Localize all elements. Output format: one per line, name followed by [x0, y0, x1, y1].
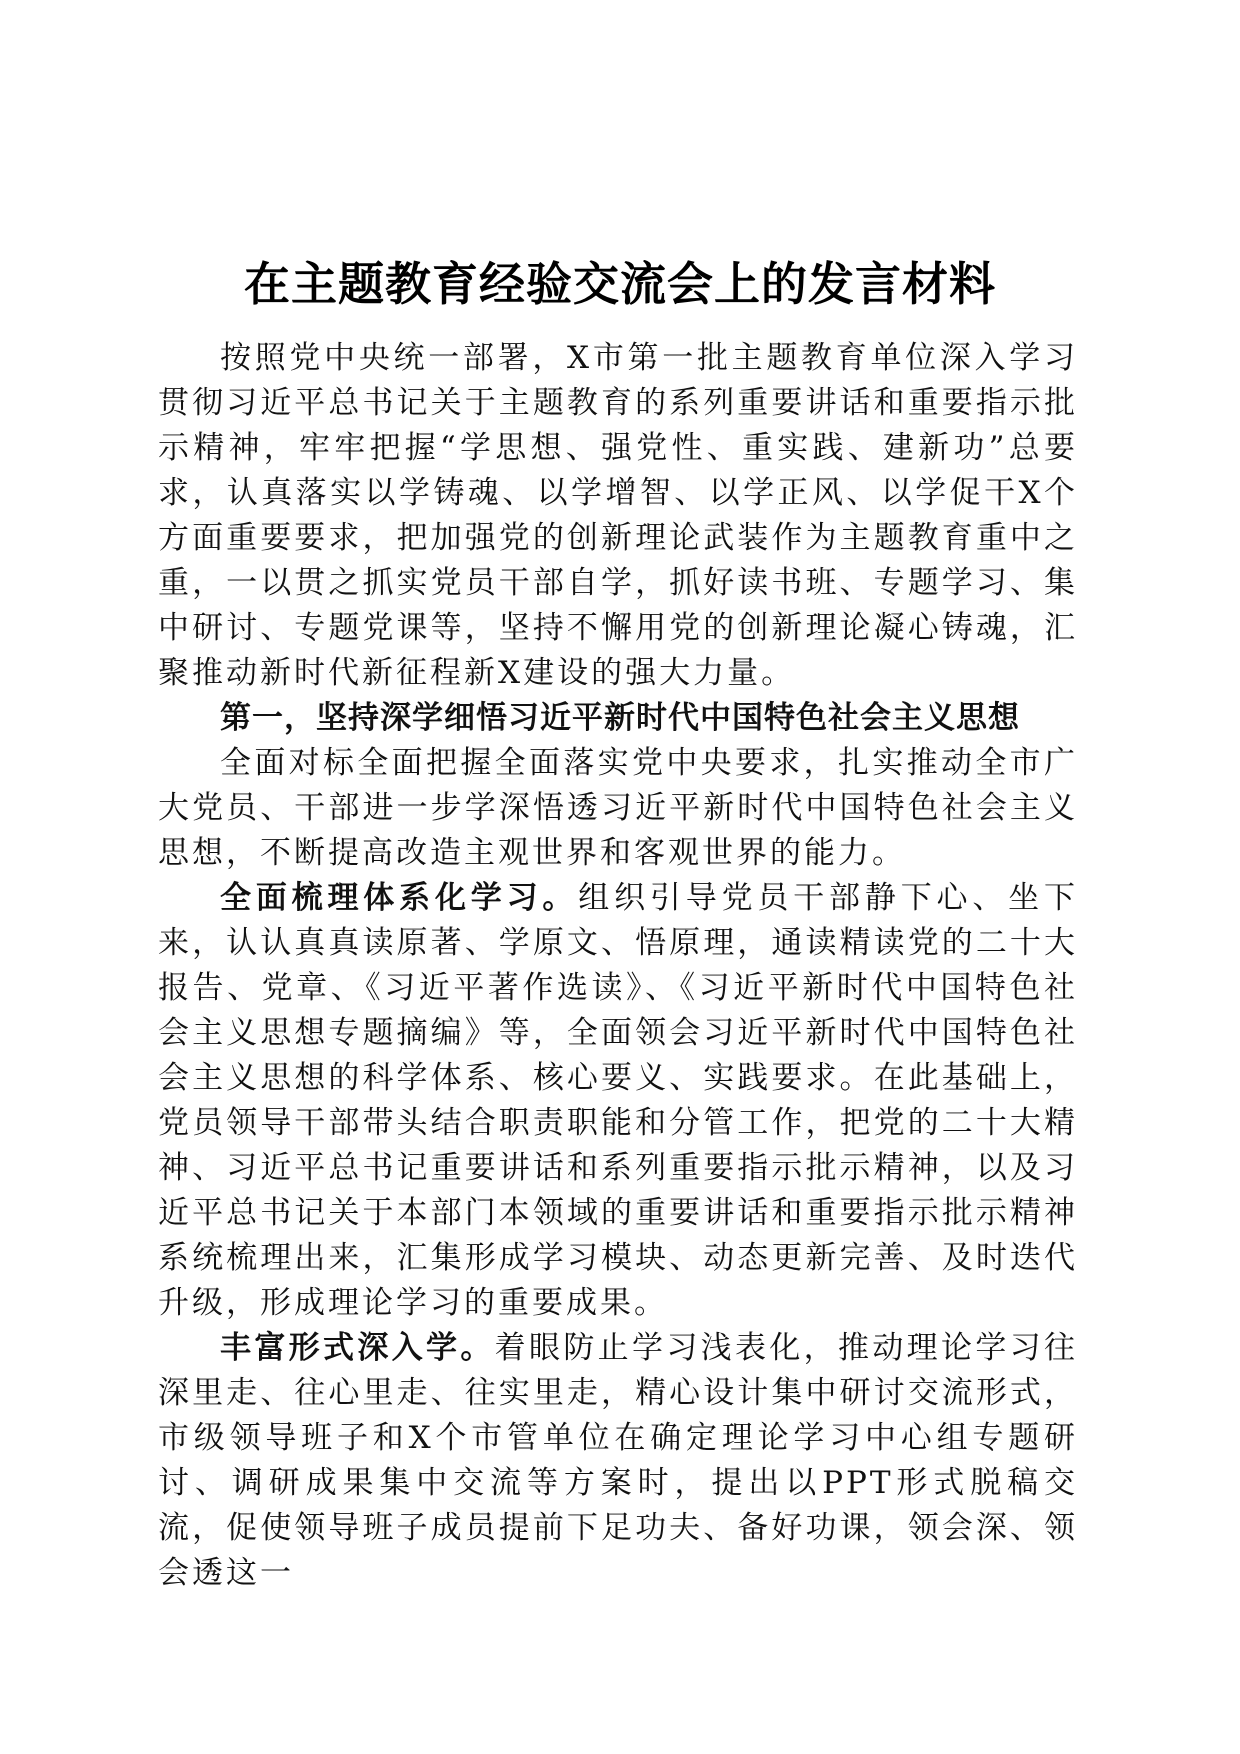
paragraph-lead: 丰富形式深入学。: [220, 1330, 495, 1366]
section-intro-paragraph: 全面对标全面把握全面落实党中央要求，扎实推动全市广大党员、干部进一步学深悟透习近平新时代中国特色社会主义思想，不断提高改造主观世界和客观世界的能力。: [158, 745, 1078, 871]
paragraph-text: 组织引导党员干部静下心、坐下来，认认真真读原著、学原文、悟原理，通读精读党的二十大报告、党章、《习近平著作选读》、《习近平新时代中国特色社会主义思想专题摘编》等，全面领会习近平新时代中国特色社会主义思想的科学体系、核心要义、实践要求。在此基础上，党员领导干部带头结合职责职能和分管工作，把党的二十大精神、习近平总书记重要讲话和系列重要指示批示精神，以及习近平总书记关于本部门本领域的重要讲话和重要指示批示精神系统梳理出来，汇集形成学习模块、动态更新完善、及时迭代升级，形成理论学习的重要成果。: [158, 880, 1079, 1321]
intro-paragraph: 按照党中央统一部署，X市第一批主题教育单位深入学习贯彻习近平总书记关于主题教育的系列重要讲话和重要指示批示精神，牢牢把握“学思想、强党性、重实践、建新功”总要求，认真落实以学铸魂、以学增智、以学正风、以学促干X个方面重要要求，把加强党的创新理论武装作为主题教育重中之重，一以贯之抓实党员干部自学，抓好读书班、专题学习、集中研讨、专题党课等，坚持不懈用党的创新理论凝心铸魂，汇聚推动新时代新征程新X建设的强大力量。: [158, 340, 1078, 691]
in-depth-study-paragraph: [158, 1326, 1078, 1596]
paragraph-lead: 全面梳理体系化学习。: [220, 880, 579, 916]
document-body: [158, 336, 1078, 1596]
document-title: 在主题教育经验交流会上的发言材料: [244, 257, 996, 311]
systematic-study-paragraph: [158, 876, 1078, 1326]
paragraph-text: 着眼防止学习浅表化，推动理论学习往深里走、往心里走、往实里走，精心设计集中研讨交流形式，市级领导班子和X个市管单位在确定理论学习中心组专题研讨、调研成果集中交流等方案时，提出以PPT形式脱稿交流，促使领导班子成员提前下足功夫、备好功课，领会深、领会透这一: [158, 1330, 1079, 1591]
section-heading: 第一，坚持深学细悟习近平新时代中国特色社会主义思想: [220, 700, 1020, 736]
